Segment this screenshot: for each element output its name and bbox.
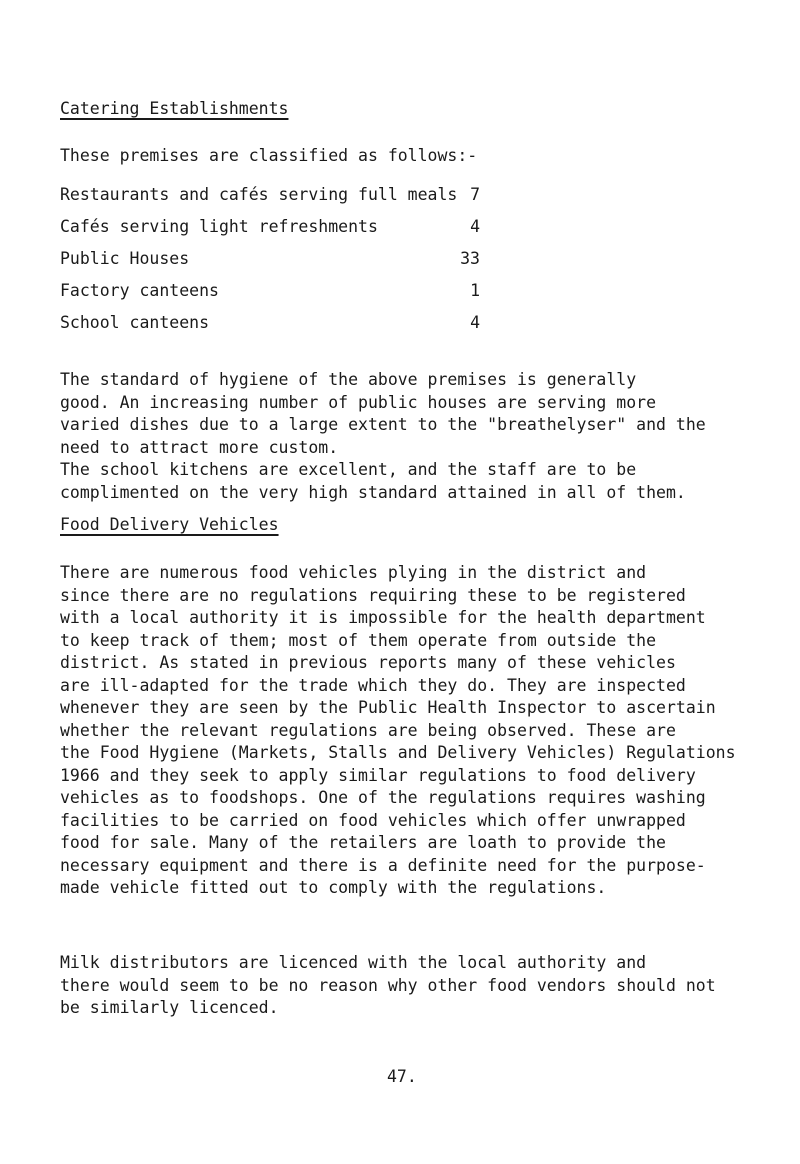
premises-count: 4 — [470, 217, 480, 236]
catering-heading: Catering Establishments — [60, 99, 289, 118]
vehicles-paragraph: There are numerous food vehicles plying in the district and since there are no regulations requiring these to be registered with a local authority it is impossible for the health department to keep track of them; most of them operate from outside the district. As stated in previous reports many of these vehicles are ill-adapted for the trade which they do. They are inspected whenever they are seen by the Public Health Inspector to ascertain whether the relevant regulations are being observed. These are the Food Hygiene (Markets, Stalls and Delivery Vehicles) Regulations 1966 and they seek to apply similar regulations to food delivery vehicles as to foodshops. One of the regulations requires washing facilities to be carried on food vehicles which offer unwrapped food for sale. Many of the retailers are loath to provide the necessary equipment and there is a definite need for the purpose- made vehicle fitted out to comply with the regulations. — [60, 563, 736, 897]
premises-row — [60, 216, 480, 248]
vehicles-heading: Food Delivery Vehicles — [60, 515, 279, 534]
premises-label: School canteens — [60, 313, 210, 332]
hygiene-paragraph: The standard of hygiene of the above premises is generally good. An increasing number of public houses are serving more varied dishes due to a large extent to the "breathelyser" and the need to attract more custom. — [60, 370, 706, 457]
premises-count: 7 — [470, 185, 480, 204]
school-kitchens-paragraph: The school kitchens are excellent, and the staff are to be complimented on the very high standard attained in all of them. — [60, 460, 686, 502]
premises-label: Cafés serving light refreshments — [60, 217, 378, 236]
premises-row — [60, 248, 480, 280]
premises-list — [60, 184, 480, 344]
premises-label: Restaurants and cafés serving full meals — [60, 185, 458, 204]
premises-count: 33 — [460, 249, 480, 268]
premises-row — [60, 312, 480, 344]
milk-distributors-paragraph: Milk distributors are licenced with the local authority and there would seem to be no reason why other food vendors should not be similarly licenced. — [60, 953, 716, 1017]
premises-label: Public Houses — [60, 249, 190, 268]
premises-row — [60, 184, 480, 216]
page-number: 47. — [387, 1067, 417, 1086]
premises-intro: These premises are classified as follows:- — [60, 146, 478, 165]
premises-count: 4 — [470, 313, 480, 332]
premises-label: Factory canteens — [60, 281, 219, 300]
premises-count: 1 — [470, 281, 480, 300]
premises-row — [60, 280, 480, 312]
